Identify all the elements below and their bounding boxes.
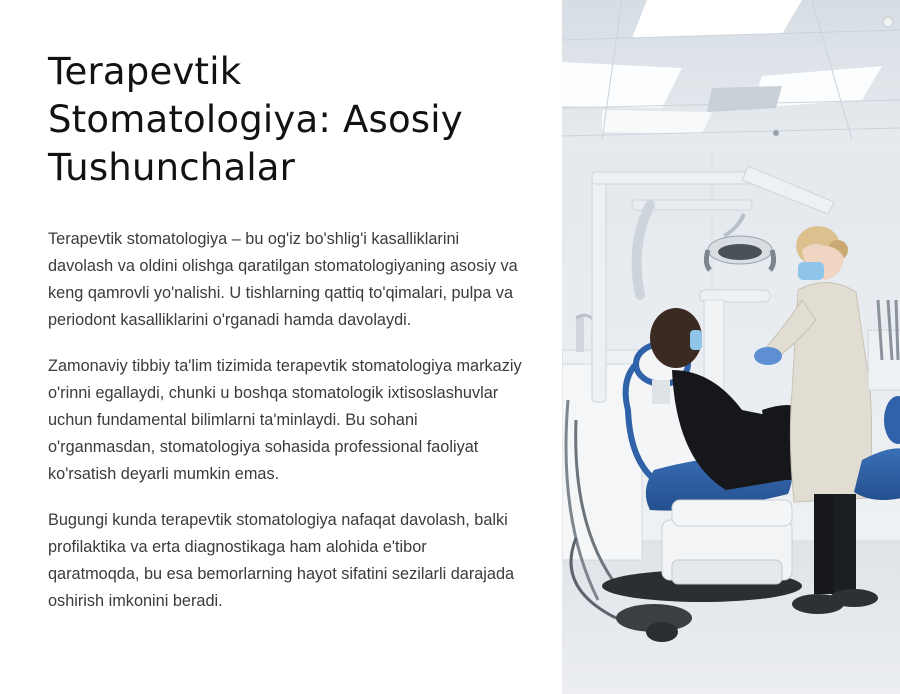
paragraph-prevention: Bugungi kunda terapevtik stomatologiya nafaqat davolash, balki profilaktika va erta diagnostikaga ham alohida e'tibor qaratmoqda, bu esa bemorlarning hayot sifatini sezilarli darajada oshirish imkonini beradi. bbox=[48, 511, 515, 610]
page-title: Terapevtik Stomatologiya: Asosiy Tushunchalar bbox=[48, 50, 463, 189]
paragraph-education: Zamonaviy tibbiy ta'lim tizimida terapevtik stomatologiya markaziy o'rinni egallaydi, chunki u boshqa stomatologik ixtisoslashuvlar uchun fundamental bilimlarni ta'minlaydi. Bu sohani o'rganmasdan, stomatologiya sohasida professional faoliyat ko'rsatish deyarli mumkin emas. bbox=[48, 357, 522, 483]
paragraph-intro: Terapevtik stomatologiya – bu og'iz bo'shlig'i kasalliklarini davolash va oldini olishga qaratilgan stomatologiyaning asosiy va keng qamrovli yo'nalishi. U tishlarning qattiq to'qimalari, pulpa va periodont kasalliklarini o'rganadi hamda davolaydi. bbox=[48, 230, 518, 329]
dental-clinic-photo bbox=[562, 0, 900, 694]
dental-clinic-illustration bbox=[562, 0, 900, 694]
